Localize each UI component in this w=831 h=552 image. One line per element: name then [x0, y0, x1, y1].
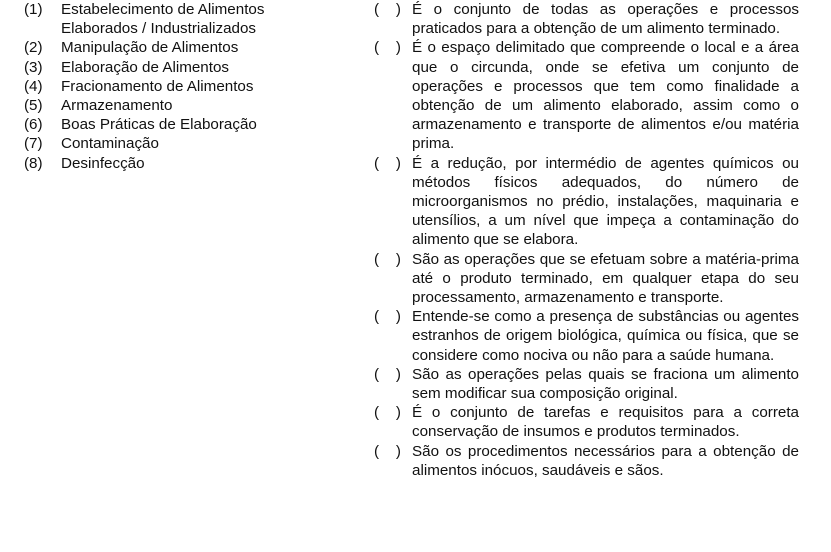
- definition-text: É o espaço delimitado que compreende o local e a área que o circunda, onde se efetiva um conjunto de operações e processos que tem como finalidade a obtenção de um alimento elaborado, assim como o armazenamento e transporte de alimentos e/ou matéria prima.: [412, 39, 799, 153]
- term-label: Estabelecimento de Alimentos Elaborados / Industrializados: [61, 1, 265, 38]
- term-item: [24, 115, 324, 134]
- term-label: Boas Práticas de Elaboração: [61, 116, 257, 134]
- definition-item: [374, 38, 799, 153]
- definition-text: É o conjunto de todas as operações e processos praticados para a obtenção de um alimento terminado.: [412, 1, 799, 38]
- answer-blank[interactable]: ( ): [374, 308, 401, 326]
- term-label: Armazenamento: [61, 97, 173, 115]
- definition-text: Entende-se como a presença de substâncias ou agentes estranhos de origem biológica, química ou física, que se considere como nociva ou não para a saúde humana.: [412, 308, 799, 364]
- term-item: [24, 38, 324, 57]
- definition-text: É o conjunto de tarefas e requisitos para a correta conservação de insumos e produtos terminados.: [412, 404, 799, 441]
- answer-blank[interactable]: ( ): [374, 154, 401, 172]
- answer-blank[interactable]: ( ): [374, 404, 401, 422]
- definition-item: [374, 154, 799, 250]
- definition-text: São os procedimentos necessários para a obtenção de alimentos inócuos, saudáveis e sãos.: [412, 442, 799, 479]
- definitions-list: [374, 0, 799, 480]
- term-label: Elaboração de Alimentos: [61, 58, 230, 76]
- term-label: Contaminação: [61, 135, 159, 153]
- term-item: [24, 154, 324, 173]
- term-label: Desinfecção: [61, 154, 145, 172]
- definition-text: São as operações pelas quais se fraciona um alimento sem modificar sua composição original.: [412, 365, 799, 403]
- answer-blank[interactable]: ( ): [374, 39, 401, 57]
- answer-blank[interactable]: ( ): [374, 1, 401, 18]
- term-item: [24, 0, 324, 38]
- answer-blank[interactable]: ( ): [374, 442, 401, 460]
- term-item: [24, 58, 324, 77]
- definition-text: É a redução, por intermédio de agentes químicos ou métodos físicos adequados, do número de microorganismos no prédio, instalações, maquinaria e utensílios, a um nível que impeça a contaminação do alimento que se elabora.: [412, 154, 799, 249]
- term-number: (7): [24, 135, 43, 153]
- term-number: (8): [24, 154, 43, 172]
- definition-item: [374, 250, 799, 308]
- definition-item: [374, 365, 799, 403]
- term-number: (1): [24, 1, 43, 18]
- definition-item: [374, 403, 799, 441]
- definition-text: São as operações que se efetuam sobre a matéria-prima até o produto terminado, em qualquer etapa do seu processamento, armazenamento e transporte.: [412, 250, 799, 307]
- terms-list: [24, 0, 324, 173]
- term-label: Manipulação de Alimentos: [61, 39, 239, 57]
- answer-blank[interactable]: ( ): [374, 365, 401, 383]
- term-item: [24, 77, 324, 96]
- answer-blank[interactable]: ( ): [374, 250, 401, 268]
- term-number: (2): [24, 39, 43, 57]
- term-number: (5): [24, 97, 43, 115]
- definition-item: [374, 0, 799, 38]
- term-label: Fracionamento de Alimentos: [61, 77, 254, 95]
- term-number: (3): [24, 58, 43, 76]
- term-item: [24, 134, 324, 153]
- term-number: (6): [24, 116, 43, 134]
- definition-item: [374, 442, 799, 480]
- definition-item: [374, 307, 799, 365]
- term-item: [24, 96, 324, 115]
- term-number: (4): [24, 77, 43, 95]
